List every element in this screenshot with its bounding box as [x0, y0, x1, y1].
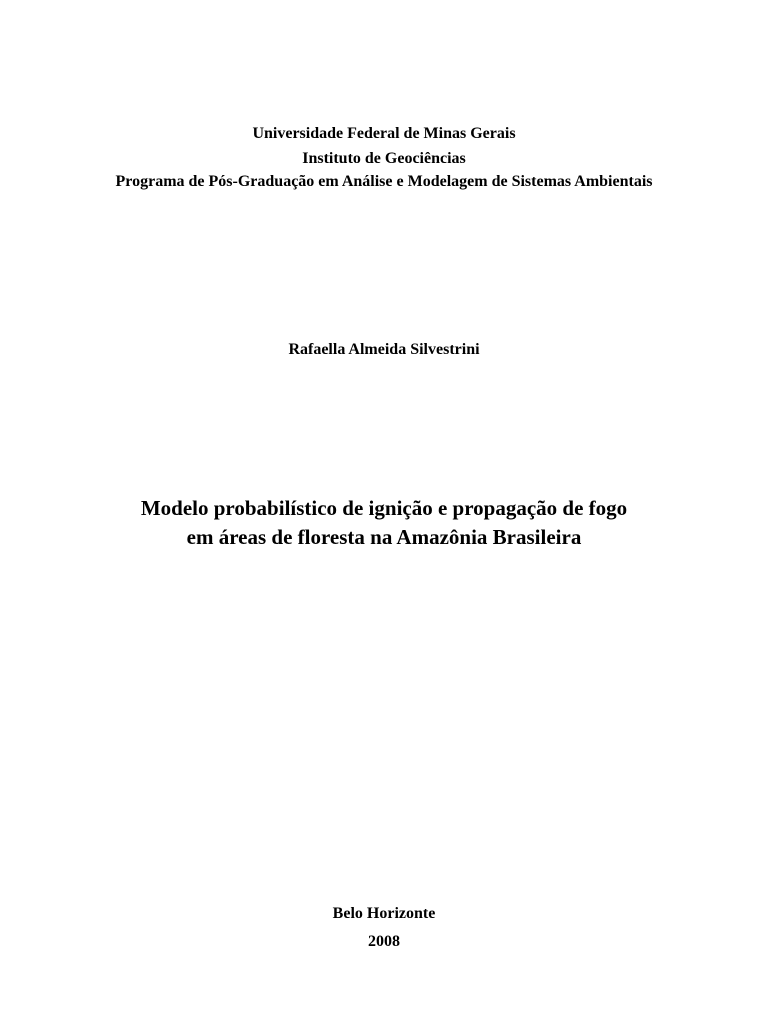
thesis-title	[0, 494, 768, 552]
institute-name: Instituto de Geociências	[302, 150, 466, 167]
city: Belo Horizonte	[332, 905, 436, 922]
place-and-date	[0, 900, 768, 956]
thesis-title-line-1: Modelo probabilístico de ignição e propagação de fogo	[140, 496, 628, 520]
program-name: Programa de Pós-Graduação em Análise e Modelagem de Sistemas Ambientais	[115, 173, 653, 190]
university-name: Universidade Federal de Minas Gerais	[252, 125, 516, 142]
year: 2008	[368, 933, 400, 950]
author-name: Rafaella Almeida Silvestrini	[288, 341, 480, 358]
institution-header	[0, 121, 768, 193]
thesis-title-line-2: em áreas de floresta na Amazônia Brasileira	[186, 525, 582, 549]
